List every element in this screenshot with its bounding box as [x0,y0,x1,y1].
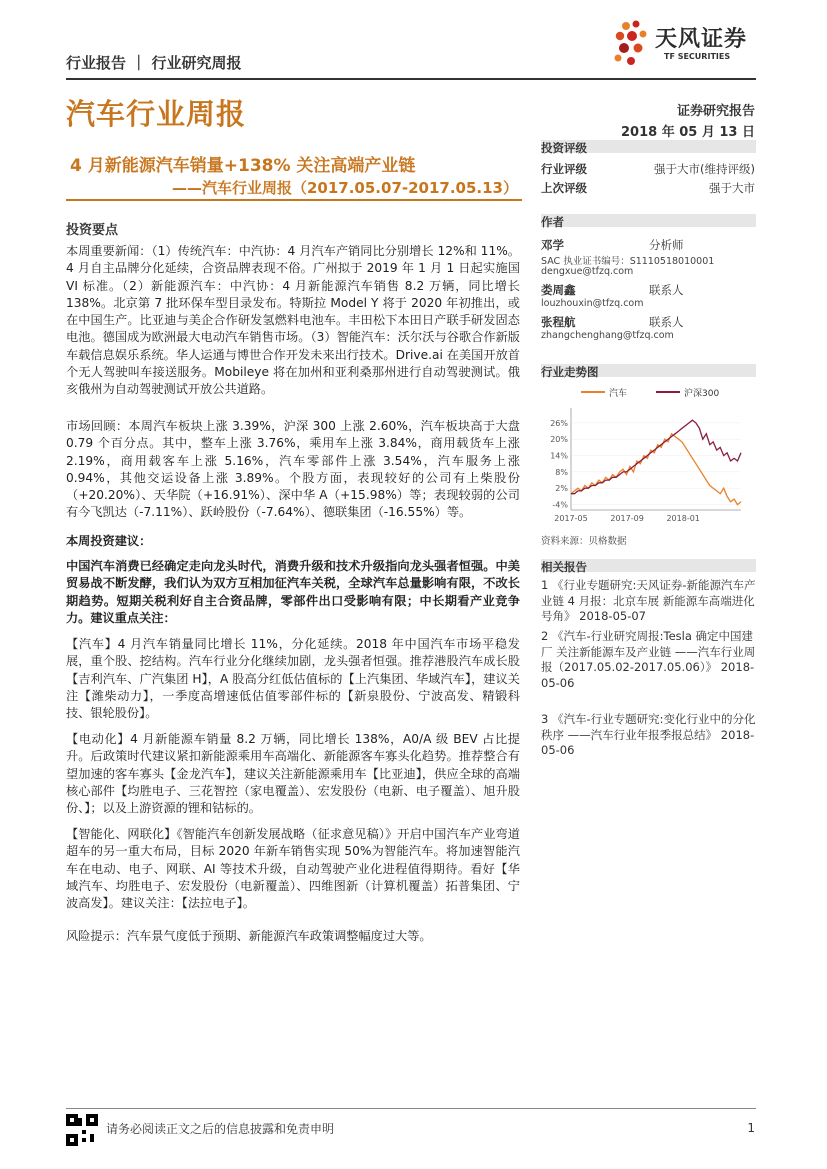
trend-chart [541,382,756,532]
page-title: 汽车行业周报 [66,97,247,131]
author-email[interactable]: zhangchenghang@tfzq.com [541,330,674,341]
headline: 4 月新能源汽车销量+138% 关注高端产业链 [70,156,416,176]
legend-label: 沪深300 [684,389,720,399]
trend-title: 行业走势图 [541,365,599,379]
advice-heading: 本周投资建议： [66,534,152,548]
header-divider [66,78,756,80]
y-tick-label: -4% [552,500,568,510]
y-tick-label: 2% [555,484,568,494]
x-tick-label: 2017-09 [610,514,644,523]
auto-paragraph: 【汽车】4 月汽车销量同比增长 11%，分化延续。2018 年中国汽车市场平稳发展，重个股、挖结构。汽车行业分化继续加剧，龙头强者恒强。推荐港股汽车成长股【吉利汽车、广汽集团 H】，A 股高分红低估值标的【上汽集团、华域汽车】，建议关注【潍柴动力】，一季度高增速低估值零部件标的【新泉股份、宁波高发、精锻科技、银轮股份】。 [66,637,520,721]
legend-label: 汽车 [609,389,628,399]
section-title: 投资要点 [66,223,119,238]
report-category: 行业报告 ｜ 行业研究周报 [66,54,242,72]
y-tick-label: 14% [550,451,568,461]
x-tick-label: 2018-01 [666,514,700,523]
page-number: 1 [747,1121,755,1135]
logo-en: TF SECURITIES [664,52,731,61]
related-title: 相关报告 [541,560,587,574]
author-email[interactable]: dengxue@tfzq.com [541,266,634,277]
y-tick-label: 8% [555,467,568,477]
news-paragraph: 本周重要新闻：（1）传统汽车：中汽协：4 月汽车产销同比分别增长 12%和 11%。4 月自主品牌分化延续，合资品牌表现不俗。广州拟于 2019 年 1 月 1 日起实施国 VI 标准。（2）新能源汽车：中汽协：4 月新能源汽车销售 8.2 万辆，同比增长 138%。北京第 7 批环保车型目录发布。特斯拉 Model Y 将于 2020 年初推出，或在中国生产。比亚迪与美企合作研发氢燃料电池车。丰田松下本田日产联手研发固态电池。德国成为欧洲最大电动汽车销售市场。（3）智能汽车：沃尔沃与谷歌合作新版车载信息娱乐系统。华人运通与博世合作开发未来出行技术。Drive.ai 在美国开放首个无人驾驶叫车接送服务。Mobileye 将在加州和亚利桑那州进行自动驾驶测试。俄亥俄州为自动驾驶测试开放公共道路。 [66,244,520,397]
author-role: 联系人 [649,283,684,297]
author-cert: SAC 执业证书编号：S1110518010001 [541,256,715,267]
headline-divider [66,199,522,201]
footer-divider [66,1108,756,1109]
prev-rating-value: 强于大市 [709,181,755,195]
market-paragraph: 市场回顾：本周汽车板块上涨 3.39%，沪深 300 上涨 2.60%，汽车板块高于大盘 0.79 个百分点。其中，整车上涨 3.76%，乘用车上涨 3.84%，商用载货车上涨 2.19%，商用载客车上涨 5.16%，汽车零部件上涨 3.54%，汽车服务上涨 0.94%，其他交运设备上涨 3.89%。个股方面，表现较好的公司有上柴股份（+20.20%）、天华院（+16.91%）、深中华 A（+15.98%）等；表现较弱的公司有今飞凯达（-7.11%）、跃岭股份（-7.64%）、德联集团（-16.55%）等。 [66,419,520,520]
rating-value: 强于大市(维持评级) [654,162,755,176]
qr-code [66,1114,98,1146]
smart-paragraph: 【智能化、网联化】《智能汽车创新发展战略（征求意见稿）》开启中国汽车产业弯道超车的另一重大布局，目标 2020 年新车销售实现 50%为智能汽车。将加速智能汽车在电动、电子、网联、AI 等技术升级，自动驾驶产业化进程值得期待。看好【华域汽车、均胜电子、宏发股份（电新覆盖）、四维图新（计算机覆盖）拓普集团、宁波高发】。建议关注：【法拉电子】。 [66,827,520,911]
logo-mark [612,18,652,70]
author-role: 分析师 [649,238,684,252]
rating-label: 行业评级 [541,162,587,176]
report-date: 2018 年 05 月 13 日 [621,125,755,140]
author-email[interactable]: louzhouxin@tfzq.com [541,298,644,309]
x-tick-label: 2017-05 [554,514,588,523]
risk-paragraph: 风险提示：汽车景气度低于预期、新能源汽车政策调整幅度过大等。 [66,929,432,943]
ev-paragraph: 【电动化】4 月新能源车销量 8.2 万辆，同比增长 138%，A0/A 级 BEV 占比提升。后政策时代建议紧扣新能源乘用车高端化、新能源客车寡头化趋势。推荐整合有望加速的客车寡头【金龙汽车】，建议关注新能源乘用车【比亚迪】，供应全球的高端核心部件【均胜电子、三花智控（家电覆盖）、宏发股份（电新、电子覆盖）、旭升股份、】；以及上游资源的锂和钴标的。 [66,732,520,816]
thesis-paragraph: 中国汽车消费已经确定走向龙头时代，消费升级和技术升级指向龙头强者恒强。中美贸易战不断发酵，我们认为双方互相加征汽车关税，全球汽车总量影响有限，不改长期趋势。短期关税利好自主合资品牌，零部件出口受影响有限；中长期看产业竞争力。建议重点关注： [66,559,520,625]
prev-rating-label: 上次评级 [541,181,587,195]
y-tick-label: 20% [550,435,568,445]
subheadline: ——汽车行业周报（2017.05.07-2017.05.13） [171,179,518,197]
related-item[interactable]: 1 《行业专题研究:天风证券-新能源汽车产业链 4 月报：北京车展 新能源车高端进化号角》 2018-05-07 [541,578,756,624]
related-item[interactable]: 3 《汽车-行业专题研究:变化行业中的分化秩序 ——汽车行业年报季报总结》 2018-05-06 [541,712,756,758]
chart-source: 资料来源：贝格数据 [541,536,627,547]
authors-title: 作者 [541,215,564,229]
series-line-auto [571,434,741,505]
author-name: 娄周鑫 [541,283,576,297]
footer-disclaimer: 请务必阅读正文之后的信息披露和免责申明 [106,1122,335,1136]
logo-name: 天风证券 [655,27,748,52]
y-tick-label: 26% [550,418,568,428]
rating-title: 投资评级 [541,141,587,155]
related-item[interactable]: 2 《汽车-行业研究周报:Tesla 确定中国建厂 关注新能源车及产业链 ——汽车行业周报（2017.05.02-2017.05.06）》 2018-05-06 [541,629,756,690]
author-role: 联系人 [649,315,684,329]
author-name: 张程航 [541,315,576,329]
author-name: 邓学 [541,238,564,252]
report-type: 证券研究报告 [676,104,755,119]
